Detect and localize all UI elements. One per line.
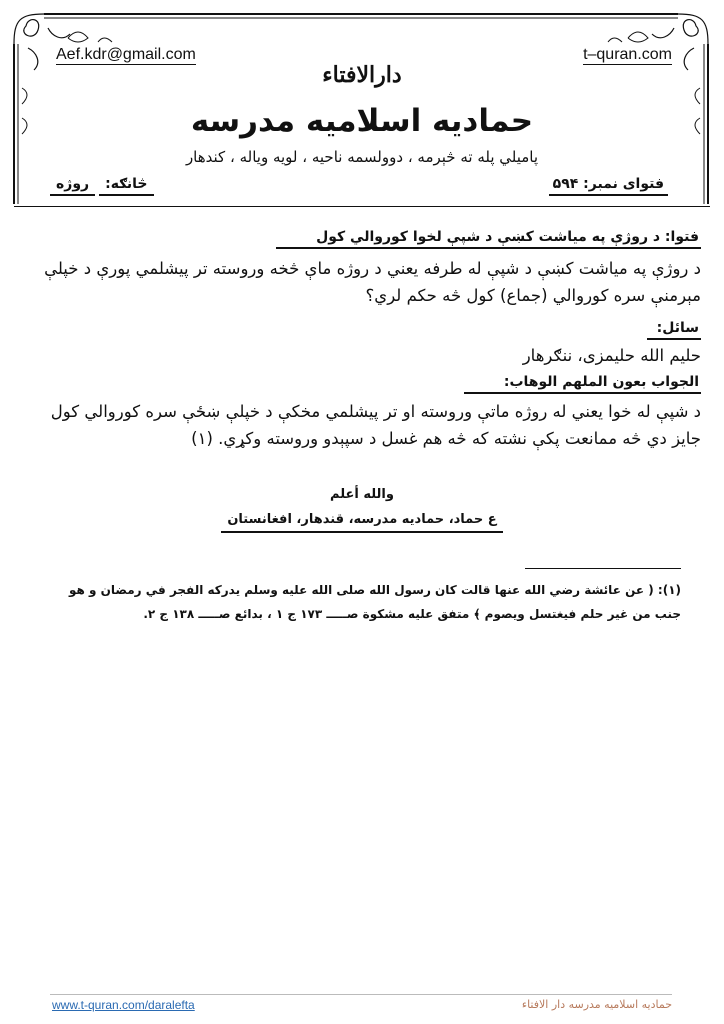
question-heading-text: فتوا: د روژې په میاشت کښې د شپې لخوا کوروالي کول [276,229,701,249]
footnote-separator [525,568,681,569]
asker-name: حلیم الله حلیمزی، ننګرهار [522,346,701,365]
wallahu-alam: والله أعلم [330,487,394,502]
section-value: روژه [50,176,95,196]
answer-heading-text: الجواب بعون الملهم الوهاب: [464,374,701,394]
section-tag [50,176,154,192]
question-heading [276,229,701,245]
footer-link[interactable]: www.t-quran.com/daralefta [52,998,195,1012]
asker-label [647,320,701,336]
header-separator [14,206,710,207]
madrasa-address: پامیلي پله ته څېرمه ، دوولسمه ناحیه ، لویه ویاله ، کندهار [185,148,539,166]
section-label: څانګه: [99,176,153,196]
madrasa-title: حمادیه اسلامیه مدرسه [190,103,534,139]
answer-heading [464,374,701,390]
dar-al-ifta-title: دارالافتاء [322,62,402,88]
mufti-signature [0,512,724,527]
asker-label-text: سائل: [647,320,701,340]
footnote: (۱): ( عن عائشة رضي الله عنها قالت كان رسول الله صلى الله عليه وسلم يدركه الفجر في رمضان و هو جنب من غير حلم فيغتسل ويصوم ﴾ متفق عليه مشكوة صـــــ ۱۷۳ ج ۱ ، بدائع صـــــ ۱۳۸ ج ۲. [69,583,681,621]
answer-text: د شپې له خوا یعني له روژه ماتې وروسته او تر پیشلمي مخکې د خپلې ښځې سره کوروالي کول جایز دي څه ممانعت پکې نشته که څه هم غسل د سپېدو وروسته وکړي. (۱) [50,402,701,448]
website-text[interactable]: t–quran.com [583,46,672,63]
fatwa-number: فتوای نمبر: ۵۹۴ [549,176,668,196]
footer-org: حمادیه اسلامیه مدرسه دار الافتاء [521,998,672,1011]
footer-separator [50,994,672,995]
email-text[interactable]: Aef.kdr@gmail.com [56,46,196,63]
question-text: د روژې په میاشت کښې د شپې له طرفه یعني د روژه ماې څخه وروسته تر پیشلمي پورې د خپلې مېرمنې سره کوروالي (جماع) کول څه حکم لري؟ [44,259,701,305]
signature-text: ع حماد، حمادیه مدرسه، قندهار، افغانستان [221,512,502,533]
